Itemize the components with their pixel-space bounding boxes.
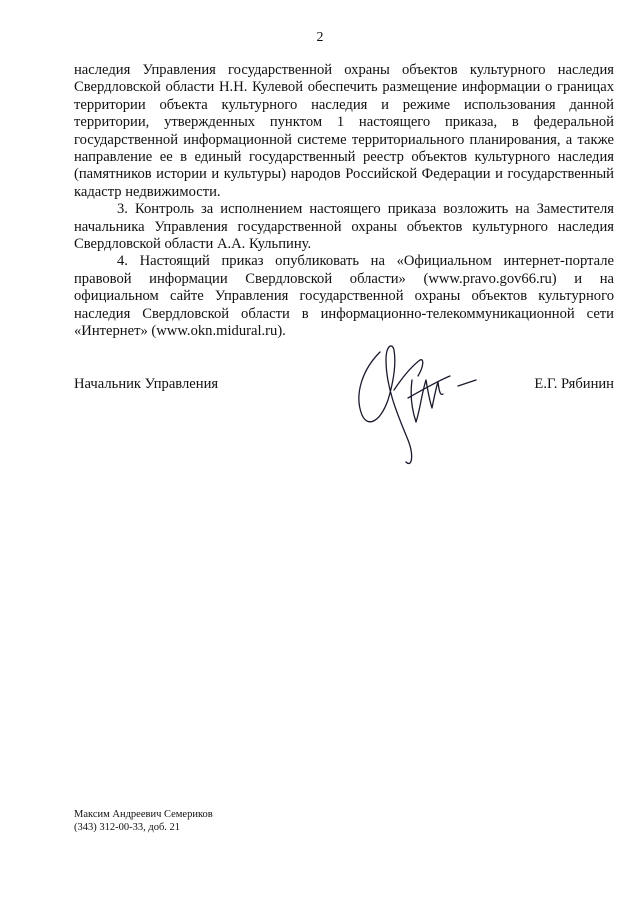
executor-name: Максим Андреевич Семериков bbox=[74, 809, 213, 820]
executor-phone: (343) 312-00-33, доб. 21 bbox=[74, 822, 181, 833]
page-number: 2 bbox=[316, 30, 324, 45]
paragraph-continuation: наследия Управления государственной охраны объектов культурного наследия Свердловской области Н.Н. Кулевой обеспечить размещение информации о границах территории объекта культурного наследия и режиме использования данной территории, утвержденных пунктом 1 настоящего приказа, в федеральной государственной информационной системе территориального планирования, а также направление ее в единый государственный реестр объектов культурного наследия (памятников истории и культуры) народов Российской Федерации и государственный кадастр недвижимости. bbox=[74, 62, 614, 200]
handwritten-signature bbox=[350, 340, 490, 475]
document-body bbox=[74, 62, 614, 341]
signatory-title: Начальник Управления bbox=[74, 376, 219, 392]
signatory-name: Е.Г. Рябинин bbox=[534, 376, 614, 392]
paragraph-item-4: 4. Настоящий приказ опубликовать на «Официальном интернет-портале правовой информации Свердловской области» (www.pravo.gov66.ru) и на официальном сайте Управления государственной охраны объектов культурного наследия Свердловской области в информационно-телекоммуникационной сети «Интернет» (www.okn.midural.ru). bbox=[74, 253, 614, 340]
executor-contact bbox=[74, 808, 213, 834]
paragraph-item-3: 3. Контроль за исполнением настоящего приказа возложить на Заместителя начальника Управления государственной охраны объектов культурного наследия Свердловской области А.А. Кульпину. bbox=[74, 201, 614, 253]
